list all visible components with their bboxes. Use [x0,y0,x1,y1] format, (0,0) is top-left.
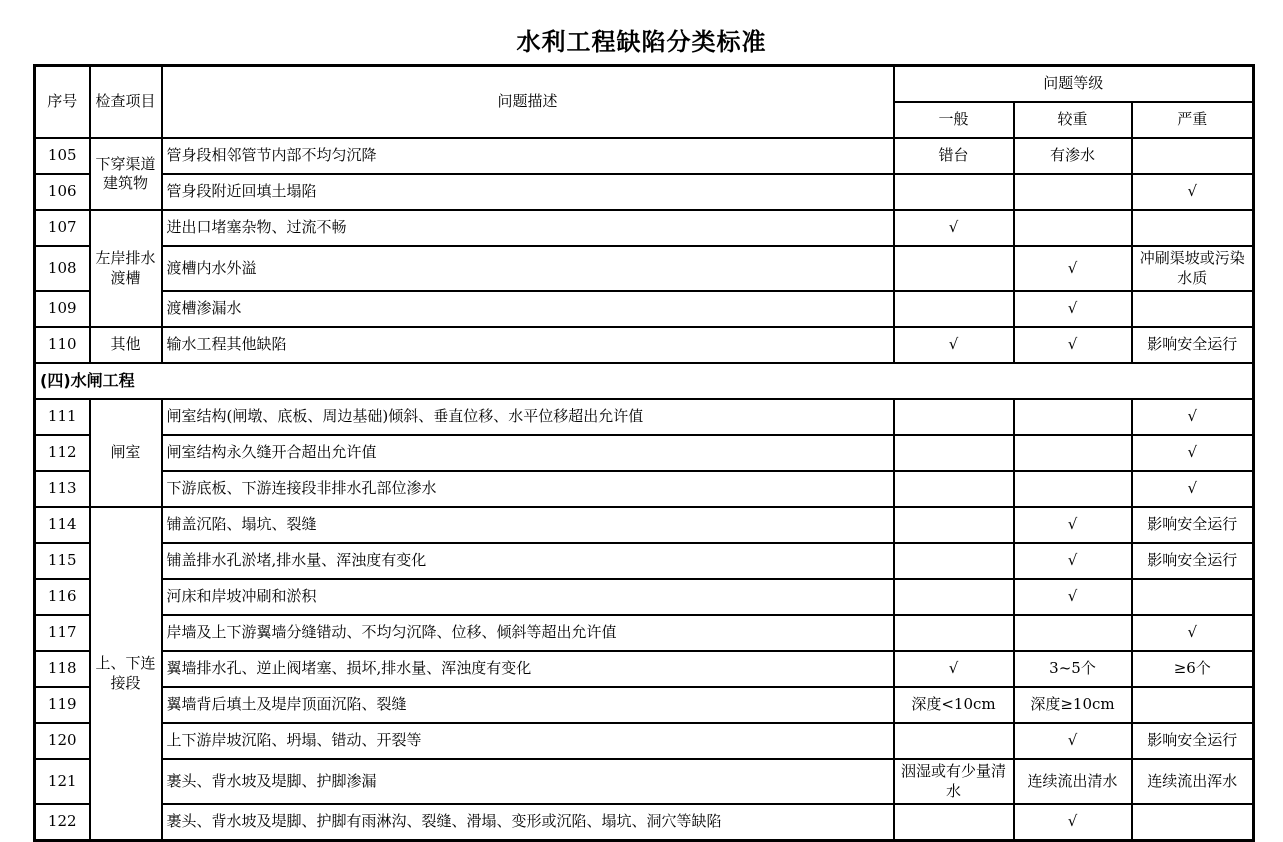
row-number-cell: 117 [35,615,90,651]
level-severe-cell: √ [1132,435,1254,471]
inspection-item-cell: 左岸排水渡槽 [90,210,162,327]
table-row-121 [35,759,1254,804]
inspection-item-cell: 下穿渠道建筑物 [90,138,162,210]
description-cell: 闸室结构永久缝开合超出允许值 [162,435,894,471]
level-severe-cell [1132,210,1254,246]
level-general-cell: √ [894,327,1014,363]
level-severe-cell: 连续流出浑水 [1132,759,1254,804]
row-number-cell: 118 [35,651,90,687]
level-severe-cell: 影响安全运行 [1132,543,1254,579]
row-number-cell: 105 [35,138,90,174]
level-serious-cell [1014,471,1132,507]
table-row-106 [35,174,1254,210]
row-number-cell: 122 [35,804,90,841]
row-number-cell: 109 [35,291,90,327]
row-number-cell: 107 [35,210,90,246]
level-general-cell [894,471,1014,507]
description-cell: 河床和岸坡冲刷和淤积 [162,579,894,615]
level-severe-cell: 冲刷渠坡或污染水质 [1132,246,1254,291]
level-serious-cell: √ [1014,507,1132,543]
header-problem-description: 问题描述 [162,66,894,139]
section-header-sluice-works: (四)水闸工程 [35,363,1254,399]
description-cell: 管身段附近回填土塌陷 [162,174,894,210]
row-number-cell: 115 [35,543,90,579]
level-severe-cell [1132,291,1254,327]
description-cell: 翼墙排水孔、逆止阀堵塞、损坏,排水量、浑浊度有变化 [162,651,894,687]
description-cell: 裹头、背水坡及堤脚、护脚渗漏 [162,759,894,804]
level-general-cell [894,435,1014,471]
table-row-122 [35,804,1254,841]
header-level-general: 一般 [894,102,1014,138]
table-row-109 [35,291,1254,327]
level-general-cell [894,174,1014,210]
table-row-112 [35,435,1254,471]
level-severe-cell: 影响安全运行 [1132,723,1254,759]
row-number-cell: 106 [35,174,90,210]
row-number-cell: 120 [35,723,90,759]
table-row-110 [35,327,1254,363]
level-general-cell [894,399,1014,435]
table-row-119 [35,687,1254,723]
level-serious-cell: √ [1014,723,1132,759]
table-row-105 [35,138,1254,174]
header-row-1 [35,66,1254,103]
description-cell: 上下游岸坡沉陷、坍塌、错动、开裂等 [162,723,894,759]
level-general-cell: 深度<10cm [894,687,1014,723]
inspection-item-cell: 闸室 [90,399,162,507]
level-general-cell [894,723,1014,759]
level-serious-cell [1014,615,1132,651]
header-level-severe: 严重 [1132,102,1254,138]
table-row-107 [35,210,1254,246]
level-general-cell: √ [894,210,1014,246]
level-serious-cell [1014,435,1132,471]
description-cell: 岸墙及上下游翼墙分缝错动、不均匀沉降、位移、倾斜等超出允许值 [162,615,894,651]
description-cell: 渡槽内水外溢 [162,246,894,291]
inspection-item-cell: 其他 [90,327,162,363]
level-general-cell [894,615,1014,651]
level-general-cell: 洇湿或有少量清水 [894,759,1014,804]
level-severe-cell [1132,687,1254,723]
level-serious-cell: √ [1014,543,1132,579]
table-row-113 [35,471,1254,507]
header-inspection-item: 检查项目 [90,66,162,139]
description-cell: 翼墙背后填土及堤岸顶面沉陷、裂缝 [162,687,894,723]
level-serious-cell: √ [1014,804,1132,841]
header-level-serious: 较重 [1014,102,1132,138]
level-general-cell [894,804,1014,841]
row-number-cell: 112 [35,435,90,471]
row-number-cell: 113 [35,471,90,507]
level-general-cell [894,543,1014,579]
level-severe-cell: √ [1132,399,1254,435]
level-severe-cell [1132,138,1254,174]
description-cell: 进出口堵塞杂物、过流不畅 [162,210,894,246]
description-cell: 管身段相邻管节内部不均匀沉降 [162,138,894,174]
level-serious-cell [1014,174,1132,210]
header-problem-level-group: 问题等级 [894,66,1254,103]
row-number-cell: 114 [35,507,90,543]
row-number-cell: 108 [35,246,90,291]
description-cell: 下游底板、下游连接段非排水孔部位渗水 [162,471,894,507]
table-row-108 [35,246,1254,291]
level-general-cell: √ [894,651,1014,687]
level-severe-cell [1132,804,1254,841]
row-number-cell: 111 [35,399,90,435]
row-number-cell: 119 [35,687,90,723]
description-cell: 裹头、背水坡及堤脚、护脚有雨淋沟、裂缝、滑塌、变形或沉陷、塌坑、洞穴等缺陷 [162,804,894,841]
level-general-cell [894,291,1014,327]
row-number-cell: 121 [35,759,90,804]
table-row-120 [35,723,1254,759]
level-severe-cell [1132,579,1254,615]
level-serious-cell [1014,210,1132,246]
level-general-cell [894,246,1014,291]
description-cell: 渡槽渗漏水 [162,291,894,327]
table-row-114 [35,507,1254,543]
section-header-row [35,363,1254,399]
row-number-cell: 116 [35,579,90,615]
inspection-item-cell: 上、下连接段 [90,507,162,841]
table-row-115 [35,543,1254,579]
table-row-116 [35,579,1254,615]
level-serious-cell: √ [1014,327,1132,363]
level-severe-cell: √ [1132,471,1254,507]
level-serious-cell: 有渗水 [1014,138,1132,174]
row-number-cell: 110 [35,327,90,363]
level-severe-cell: ≥6个 [1132,651,1254,687]
description-cell: 铺盖沉陷、塌坑、裂缝 [162,507,894,543]
level-serious-cell [1014,399,1132,435]
table-row-111 [35,399,1254,435]
description-cell: 铺盖排水孔淤堵,排水量、浑浊度有变化 [162,543,894,579]
header-serial-number: 序号 [35,66,90,139]
level-severe-cell: 影响安全运行 [1132,507,1254,543]
level-serious-cell: 深度≥10cm [1014,687,1132,723]
level-general-cell: 错台 [894,138,1014,174]
level-serious-cell: √ [1014,291,1132,327]
level-serious-cell: √ [1014,246,1132,291]
level-severe-cell: √ [1132,174,1254,210]
level-severe-cell: 影响安全运行 [1132,327,1254,363]
level-general-cell [894,579,1014,615]
level-serious-cell: 连续流出清水 [1014,759,1132,804]
level-general-cell [894,507,1014,543]
page-title: 水利工程缺陷分类标准 [516,28,767,56]
level-severe-cell: √ [1132,615,1254,651]
level-serious-cell: 3~5个 [1014,651,1132,687]
defect-classification-table [33,64,1255,842]
level-serious-cell: √ [1014,579,1132,615]
description-cell: 闸室结构(闸墩、底板、周边基础)倾斜、垂直位移、水平位移超出允许值 [162,399,894,435]
table-row-118 [35,651,1254,687]
description-cell: 输水工程其他缺陷 [162,327,894,363]
table-row-117 [35,615,1254,651]
